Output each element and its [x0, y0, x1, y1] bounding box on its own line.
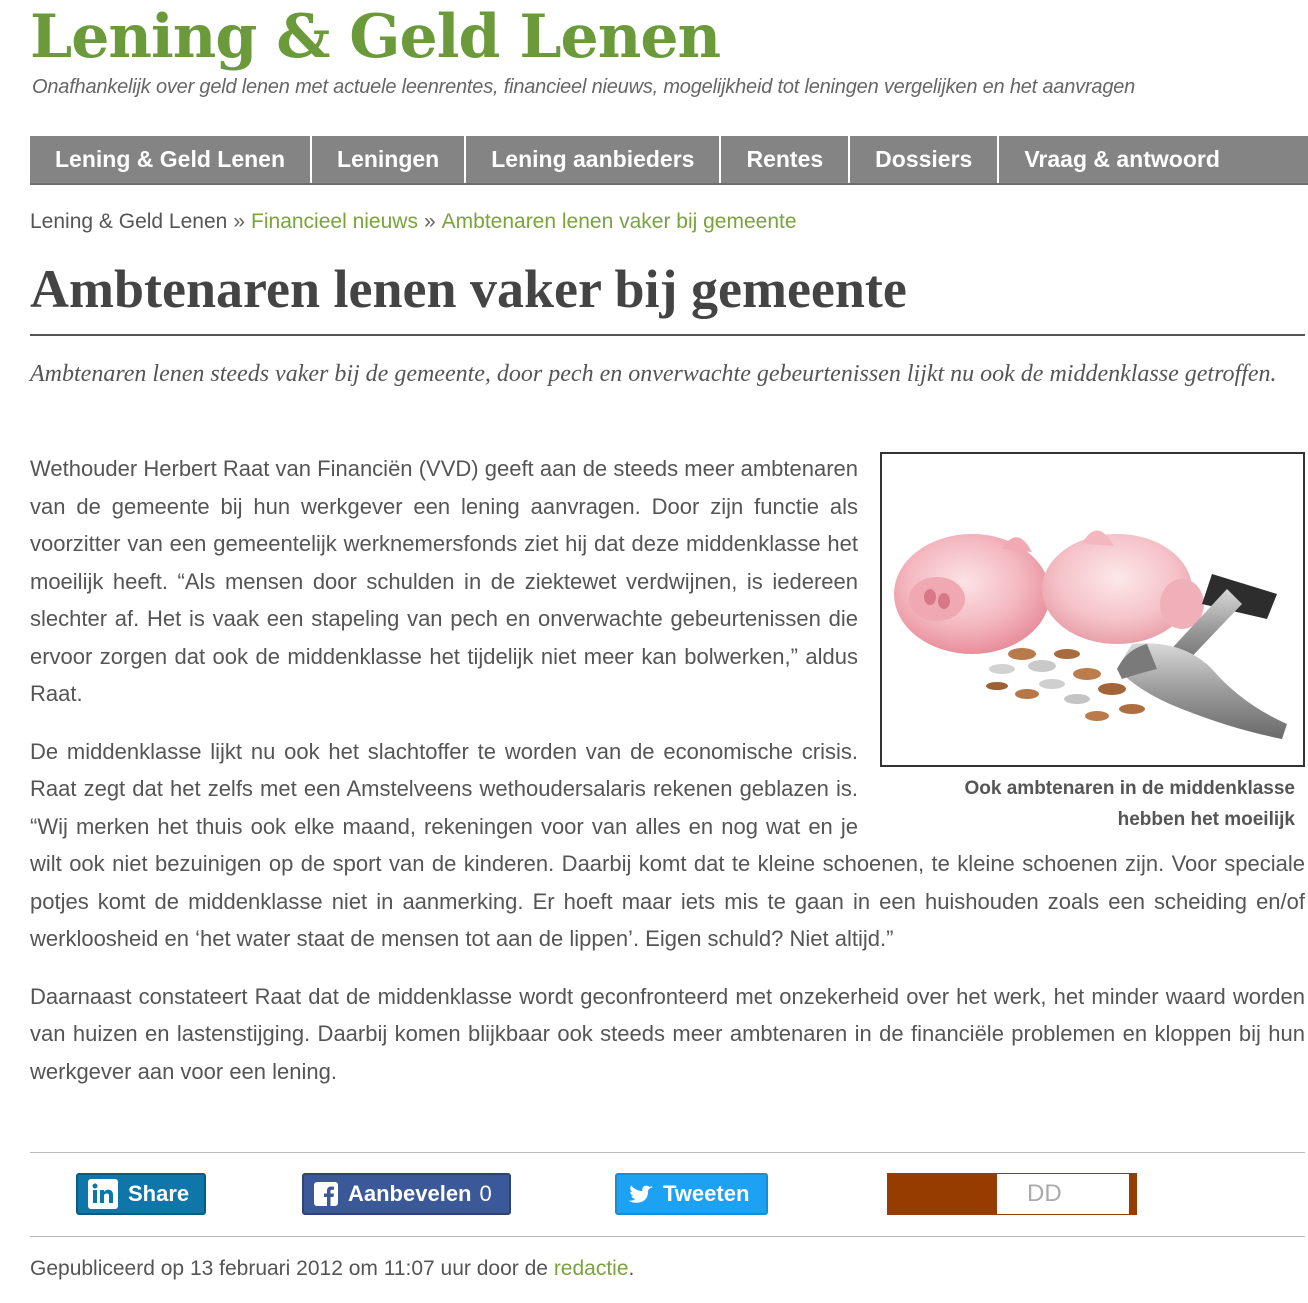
facebook-count: 0 — [479, 1181, 492, 1206]
breadcrumb-separator: » — [233, 210, 246, 233]
breadcrumb-separator: » — [423, 210, 436, 233]
nav-item-home[interactable]: Lening & Geld Lenen — [30, 136, 312, 183]
article-body — [30, 450, 1305, 1110]
nav-item-leningen[interactable]: Leningen — [312, 136, 466, 183]
breadcrumb-category[interactable]: Financieel nieuws — [251, 210, 418, 233]
piggy-bank-image — [880, 452, 1305, 767]
linkedin-share-label: Share — [128, 1181, 190, 1206]
article-intro: Ambtenaren lenen steeds vaker bij de gemeente, door pech en onverwachte gebeurtenissen lijkt nu ook de middenklasse getroffen. — [30, 361, 1277, 387]
dd-share-button[interactable] — [887, 1173, 1137, 1215]
article-figure — [880, 452, 1305, 835]
nav-item-rentes[interactable]: Rentes — [721, 136, 850, 183]
linkedin-icon — [88, 1179, 118, 1209]
breadcrumb — [30, 210, 797, 234]
breadcrumb-home[interactable]: Lening & Geld Lenen — [30, 210, 228, 233]
article-paragraph: Wethouder Herbert Raat van Financiën (VVD) geeft aan de steeds meer ambtenaren van de gemeente bij hun werkgever een lening aanvragen. Door zijn functie als voorzitter van een gemeentelijk werknemersfonds ziet hij dat deze middenklasse het moeilijk heeft. “Als mensen door schulden in de ziektewet verdwijnen, is iedereen slechter af. Het is vaak een stapeling van pech en onverwachte gebeurtenissen die ervoor zorgen dat ook de middenklasse het tijdelijk niet meer kan bolwerken,” aldus Raat. — [30, 456, 858, 706]
site-tagline: Onafhankelijk over geld lenen met actuele leenrentes, financieel nieuws, mogelijkheid tot leningen vergelijken en het aanvragen — [32, 76, 1136, 98]
twitter-tweet-button[interactable] — [615, 1173, 768, 1215]
article-paragraph: Daarnaast constateert Raat dat de middenklasse wordt geconfronteerd met onzekerheid over het werk, het minder waard worden van huizen en lastenstijging. Daarbij komen blijkbaar ook steeds meer ambtenaren in de financiële problemen en kloppen bij hun werkgever aan voor een lening. — [30, 983, 1305, 1084]
nav-item-vraag-antwoord[interactable]: Vraag & antwoord — [1024, 146, 1220, 172]
figure-caption — [880, 773, 1305, 835]
twitter-bird-icon — [627, 1183, 653, 1205]
nav-item-dossiers[interactable]: Dossiers — [850, 136, 999, 183]
nav-item-lening-aanbieders[interactable]: Lening aanbieders — [466, 136, 721, 183]
article-paragraph: De middenklasse lijkt nu ook het slachtoffer te worden van de economische crisis. Raat zegt dat het zelfs met een Amstelveens wethoudersalaris rekenen geblazen is. “Wij merken het thuis ook elke maand, rekeningen voor van alles en nog wat en je wilt ook niet bezuinigen op de sport van de kinderen. Daarbij komt dat te kleine schoenen, te kleine schoenen zijn. Voor speciale potjes komt de middenklasse niet in aanmerking. Er hoeft maar iets mis te gaan in een huishouden zoals een scheiding en/of werkloosheid en ‘het water staat de mensen tot aan de lippen’. Eigen schuld? Niet altijd.” — [30, 738, 1305, 951]
caption-line: hebben het moeilijk — [1117, 809, 1295, 830]
published-suffix: . — [628, 1257, 635, 1280]
dd-logo — [887, 1173, 997, 1215]
main-nav — [30, 136, 1308, 185]
facebook-recommend-button[interactable] — [302, 1173, 511, 1215]
caption-line: Ook ambtenaren in de middenklasse — [964, 778, 1295, 799]
twitter-tweet-label: Tweeten — [663, 1181, 750, 1206]
author-link[interactable]: redactie — [553, 1257, 629, 1280]
facebook-recommend-label: Aanbevelen — [348, 1181, 472, 1206]
dd-label: DD — [997, 1173, 1137, 1215]
share-bar — [30, 1152, 1305, 1237]
breadcrumb-current[interactable]: Ambtenaren lenen vaker bij gemeente — [441, 210, 797, 233]
facebook-icon — [314, 1182, 338, 1206]
linkedin-share-button[interactable] — [76, 1173, 206, 1215]
published-info — [30, 1257, 634, 1281]
article-title: Ambtenaren lenen vaker bij gemeente — [30, 258, 1305, 336]
published-date-text: Gepubliceerd op 13 februari 2012 om 11:07 uur door de — [30, 1257, 554, 1280]
broken-piggy-bank-illustration — [882, 454, 1303, 765]
site-title[interactable]: Lening & Geld Lenen — [30, 2, 721, 72]
